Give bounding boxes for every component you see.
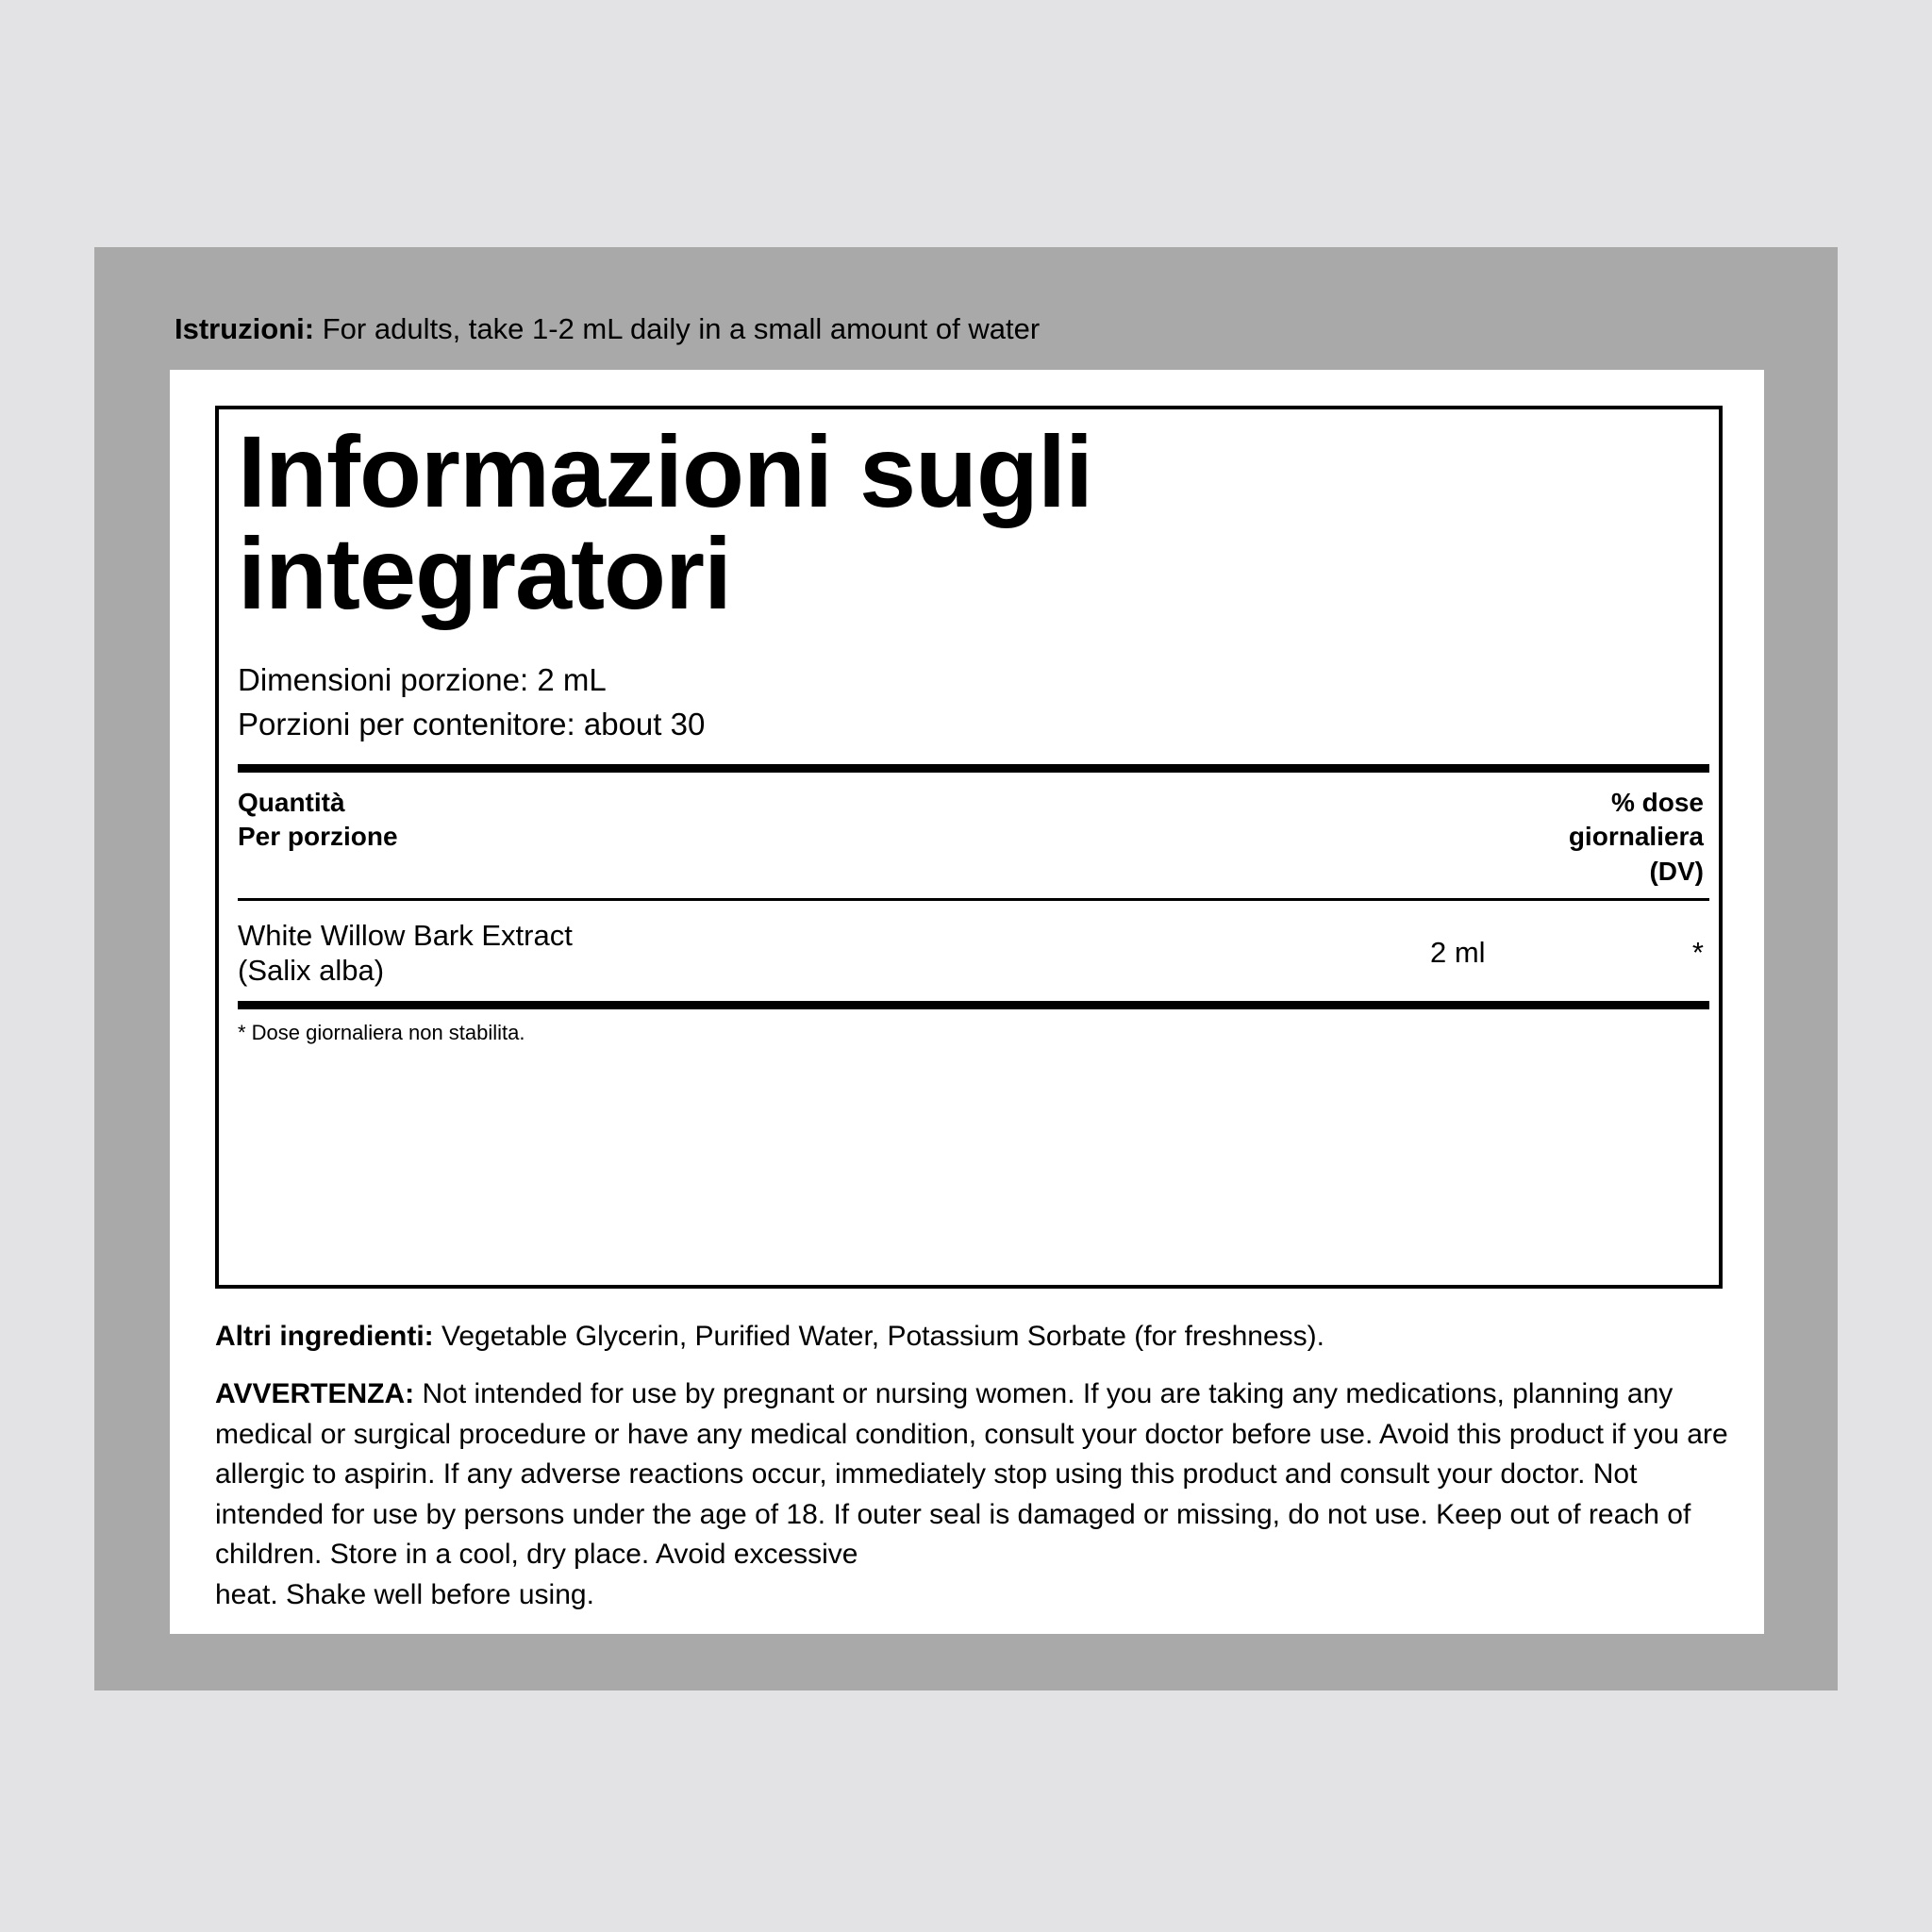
dv-header-line3: (DV) [1649,856,1704,886]
dv-header-line2: giornaliera [1568,822,1704,852]
facts-table-header [238,773,1709,898]
divider-thick-top [238,764,1709,773]
supplement-facts-title: Informazioni sugli integratori [238,414,1093,630]
directions-text: For adults, take 1-2 mL daily in a small amount of water [322,312,1041,345]
directions-label: Istruzioni: [175,312,315,345]
divider-thick-bottom [238,1001,1709,1009]
serving-size: Dimensioni porzione: 2 mL [238,662,607,697]
warning-label: AVVERTENZA: [215,1378,415,1409]
table-row [238,901,1709,1001]
directions-line [175,311,1778,346]
amount-header-line1: Quantità [238,787,345,817]
ingredient-daily-value: * [1691,935,1704,969]
other-ingredients-text: Vegetable Glycerin, Purified Water, Potassium Sorbate (for freshness). [441,1321,1324,1352]
warning-text-last-line: heat. Shake well before using. [215,1578,594,1610]
supplement-label [94,247,1838,1690]
ingredient-amount: 2 ml [1430,935,1486,969]
dv-header-line1: % dose [1610,787,1704,817]
other-ingredients [215,1318,1724,1355]
supplement-facts-box [215,406,1723,1289]
ingredient-latin-name: (Salix alba) [238,953,385,987]
ingredient-name: White Willow Bark Extract [238,918,573,952]
other-ingredients-label: Altri ingredienti: [215,1321,434,1352]
warning-text: Not intended for use by pregnant or nursing women. If you are taking any medications, planning any medical or surgical procedure or have any medical condition, consult your doctor before use. Avoid this product if you are allergic to aspirin. If any adverse reactions occur, immediately stop using this product and consult your doctor. Not intended for use by persons under the age of 18. If outer seal is damaged or missing, do not use. Keep out of reach of children. Store in a cool, dry place. Avoid excessive [215,1378,1728,1571]
daily-value-footnote: * Dose giornaliera non stabilita. [238,1020,525,1044]
amount-header-line2: Per porzione [238,822,398,852]
label-panel [170,370,1764,1634]
servings-per-container: Porzioni per contenitore: about 30 [238,706,706,741]
warning-section [215,1374,1734,1616]
